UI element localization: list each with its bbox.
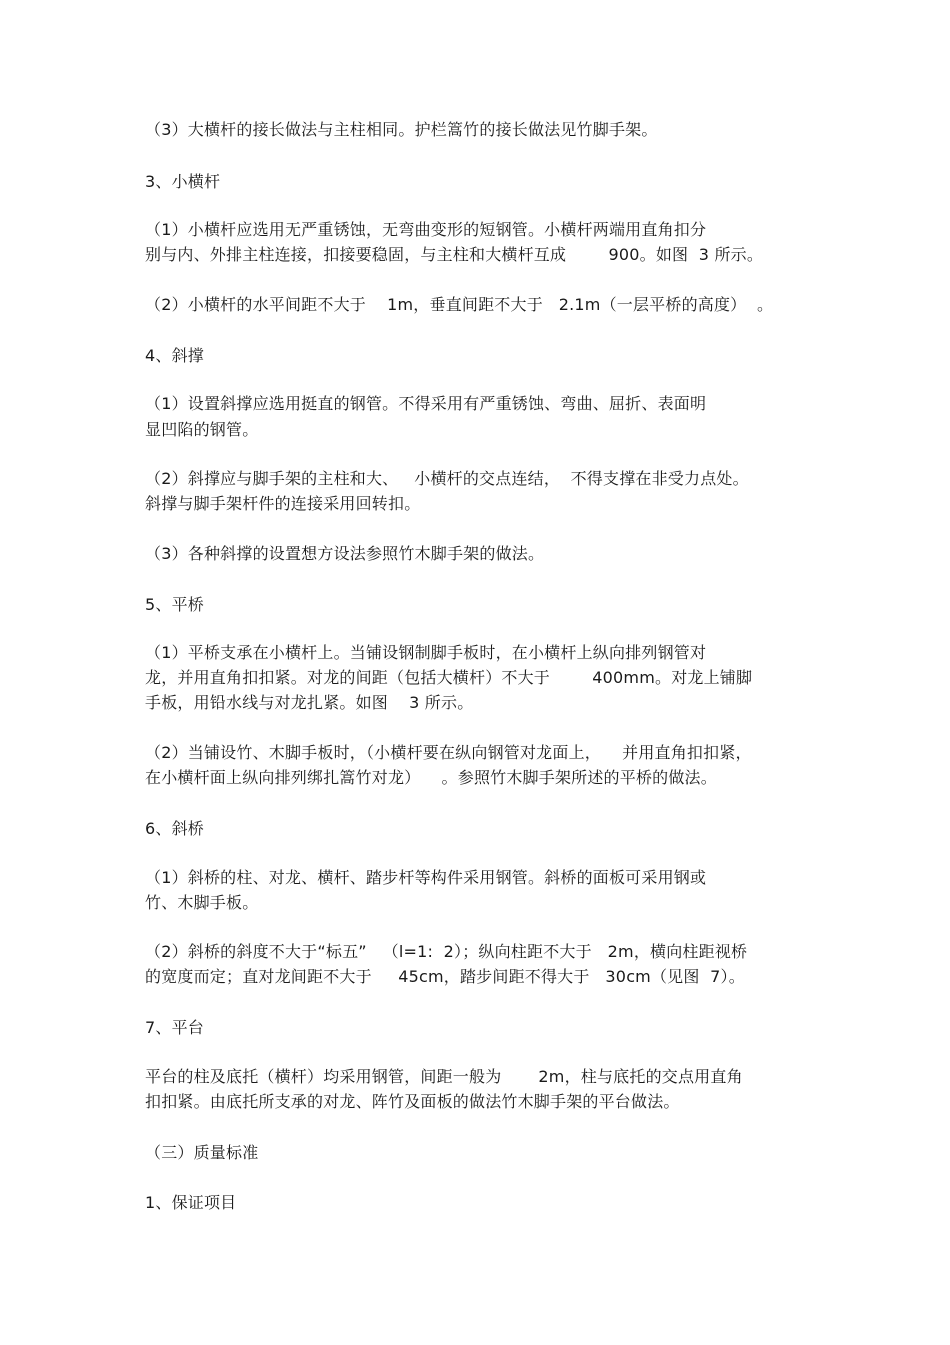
paragraph-line: （2）斜桥的斜度不大于“标五” （l=1: 2）；纵向柱距不大于 2m，横向柱距视桥	[145, 942, 748, 961]
paragraph-line: （1）平桥支承在小横杆上。当铺设钢制脚手板时，在小横杆上纵向排列钢管对	[145, 643, 707, 662]
section-heading: 4、斜撑	[145, 346, 204, 365]
paragraph-line: 竹、木脚手板。	[145, 893, 259, 912]
paragraph-line: （3）大横杆的接长做法与主柱相同。护栏篙竹的接长做法见竹脚手架。	[145, 120, 658, 139]
paragraph-line: 扣扣紧。由底托所支承的对龙、阵竹及面板的做法竹木脚手架的平台做法。	[145, 1092, 680, 1111]
paragraph-line: 显凹陷的钢管。	[145, 420, 259, 439]
paragraph-line: 手板，用铅水线与对龙扎紧。如图 3 所示。	[145, 693, 474, 712]
paragraph-line: （1）小横杆应选用无严重锈蚀，无弯曲变形的短钢管。小横杆两端用直角扣分	[145, 220, 707, 239]
section-heading: 7、平台	[145, 1018, 204, 1037]
paragraph-line: 别与内、外排主柱连接，扣接要稳固，与主柱和大横杆互成 900。如图 3 所示。	[145, 245, 764, 264]
paragraph-line: 的宽度而定；直对龙间距不大于 45cm，踏步间距不得大于 30cm（见图 7）。	[145, 967, 745, 986]
paragraph-line: （1）设置斜撑应选用挺直的钢管。不得采用有严重锈蚀、弯曲、屈折、表面明	[145, 394, 707, 413]
section-heading: 1、保证项目	[145, 1193, 237, 1212]
paragraph-line: （2）当铺设竹、木脚手板时，（小横杆要在纵向钢管对龙面上， 并用直角扣扣紧，	[145, 743, 752, 762]
paragraph-line: 斜撑与脚手架杆件的连接采用回转扣。	[145, 494, 421, 513]
paragraph-line: （3）各种斜撑的设置想方设法参照竹木脚手架的做法。	[145, 544, 545, 563]
paragraph-line: （2）小横杆的水平间距不大于 1m，垂直间距不大于 2.1m（一层平桥的高度） 。	[145, 295, 774, 314]
paragraph-line: 龙，并用直角扣扣紧。对龙的间距（包括大横杆）不大于 400mm。对龙上铺脚	[145, 668, 753, 687]
section-heading: （三）质量标准	[145, 1143, 259, 1162]
paragraph-line: 在小横杆面上纵向排列绑扎篙竹对龙） 。参照竹木脚手架所述的平桥的做法。	[145, 768, 717, 787]
paragraph-line: 平台的柱及底托（横杆）均采用钢管，间距一般为 2m，柱与底托的交点用直角	[145, 1067, 743, 1086]
section-heading: 3、小横杆	[145, 172, 221, 191]
paragraph-line: （1）斜桥的柱、对龙、横杆、踏步杆等构件采用钢管。斜桥的面板可采用钢或	[145, 868, 707, 887]
section-heading: 5、平桥	[145, 595, 204, 614]
section-heading: 6、斜桥	[145, 819, 204, 838]
paragraph-line: （2）斜撑应与脚手架的主柱和大、 小横杆的交点连结， 不得支撑在非受力点处。	[145, 469, 749, 488]
